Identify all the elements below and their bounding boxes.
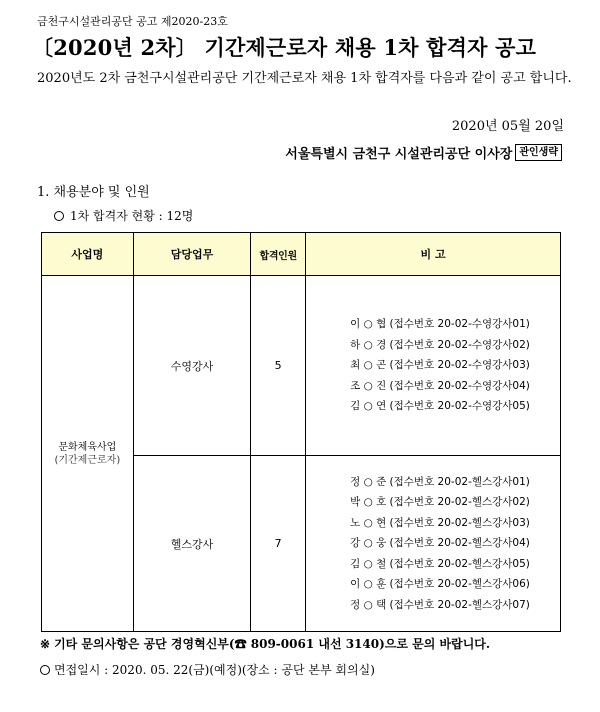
- header-cell: 합격인원: [251, 233, 306, 276]
- bullet-circle-icon: [40, 665, 50, 675]
- issuer: [285, 143, 562, 162]
- list-item: 이 ○ 훈 (접수번호 20-02-헬스강사06): [350, 578, 530, 591]
- table-row: [42, 276, 561, 456]
- list-item: 최 ○ 곤 (접수번호 20-02-수영강사03): [350, 359, 530, 372]
- department-sub: (기간제근로자): [54, 454, 121, 466]
- subtitle-text: 1차 합격자 현황 : 12명: [70, 209, 194, 223]
- results-table: [41, 232, 561, 632]
- list-item: 정 ○ 택 (접수번호 20-02-헬스강사07): [350, 598, 530, 611]
- footnote-text: 기타 문의사항은 공단 경영혁신부(☎ 809-0061 내선 3140)으로 문의 바랍니다.: [54, 637, 491, 651]
- names-cell: [306, 456, 561, 632]
- issuer-name: 서울특별시 금천구 시설관리공단 이사장: [285, 147, 513, 162]
- section-subtitle: [54, 207, 193, 224]
- header-cell: 담당업무: [133, 233, 251, 276]
- intro-text: 2020년도 2차 금천구시설관리공단 기간제근로자 채용 1차 합격자를 다음과 같이 공고 합니다.: [37, 71, 572, 86]
- seal-stamp: 관인생략: [515, 144, 562, 161]
- count-cell: 7: [251, 456, 306, 632]
- department-cell: [42, 276, 134, 632]
- duty-cell: 헬스강사: [133, 456, 251, 632]
- section-title: 1. 채용분야 및 인원: [37, 185, 150, 200]
- header-cell: 사업명: [42, 233, 134, 276]
- note-symbol-icon: ※: [40, 637, 51, 651]
- interview-text: 면접일시 : 2020. 05. 22(금)(예정)(장소 : 공단 본부 회의실): [54, 663, 375, 677]
- bullet-circle-icon: [54, 211, 64, 221]
- header-cell: 비 고: [306, 233, 561, 276]
- list-item: 박 ○ 호 (접수번호 20-02-헬스강사02): [350, 496, 530, 509]
- list-item: 김 ○ 철 (접수번호 20-02-헬스강사05): [350, 557, 530, 570]
- count-cell: 5: [251, 276, 306, 456]
- names-cell: [306, 276, 561, 456]
- list-item: 정 ○ 준 (접수번호 20-02-헬스강사01): [350, 475, 530, 488]
- list-item: 이 ○ 협 (접수번호 20-02-수영강사01): [350, 318, 530, 331]
- department-name: 문화체육사업: [58, 441, 117, 453]
- list-item: 강 ○ 웅 (접수번호 20-02-헬스강사04): [350, 537, 530, 550]
- interview-info: [40, 661, 375, 678]
- page-title: 〔2020년 2차〕 기간제근로자 채용 1차 합격자 공고: [32, 35, 537, 60]
- notice-date: 2020년 05월 20일: [451, 119, 564, 134]
- table-header-row: [42, 233, 561, 276]
- list-item: 조 ○ 진 (접수번호 20-02-수영강사04): [350, 379, 530, 392]
- duty-cell: 수영강사: [133, 276, 251, 456]
- list-item: 김 ○ 연 (접수번호 20-02-수영강사05): [350, 400, 530, 413]
- notice-number: 금천구시설관리공단 공고 제2020-23호: [37, 15, 228, 28]
- footnote: [40, 635, 490, 652]
- list-item: 하 ○ 경 (접수번호 20-02-수영강사02): [350, 338, 530, 351]
- list-item: 노 ○ 현 (접수번호 20-02-헬스강사03): [350, 516, 530, 529]
